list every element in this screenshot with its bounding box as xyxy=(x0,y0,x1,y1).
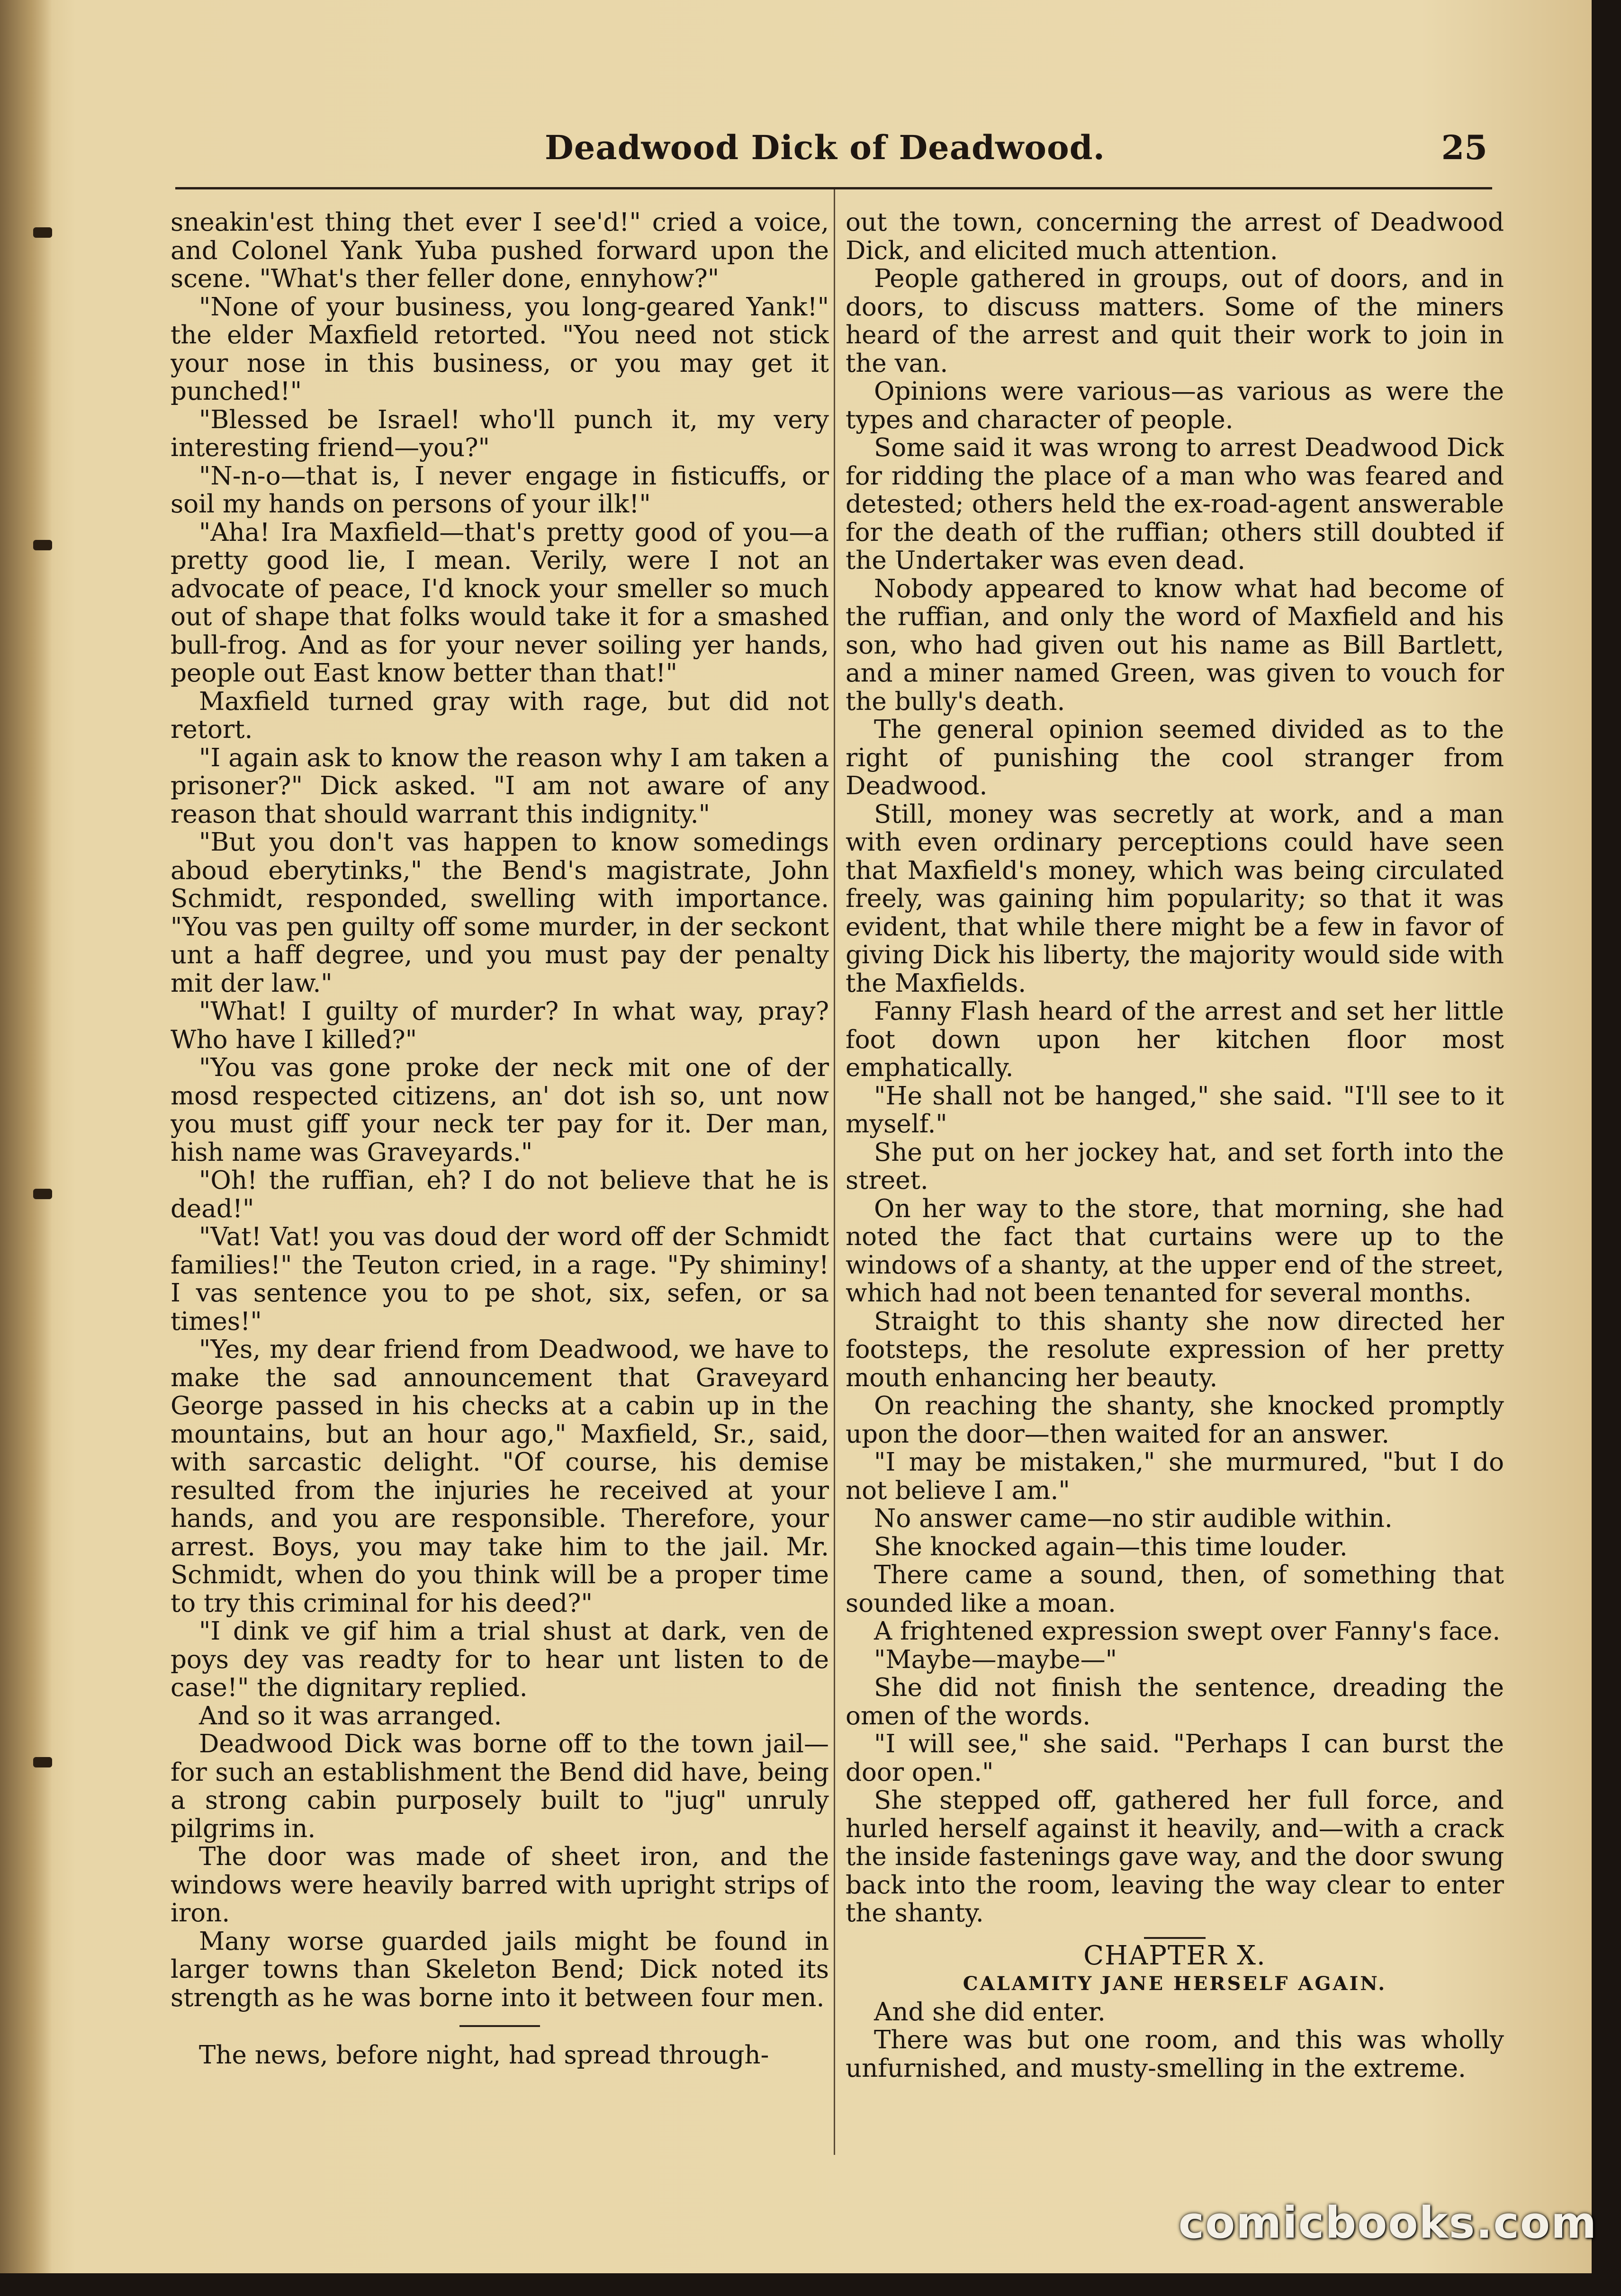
paragraph: She knocked again—this time louder. xyxy=(874,1532,1348,1561)
paragraph: The news, before night, had spread through- xyxy=(199,2041,769,2070)
right-column xyxy=(846,208,1504,2169)
paragraph: "But you don't vas happen to know somedings aboud eberytinks," the Bend's magistrate, John Schmidt, responded, swelling with importance. "You vas pen guilty off some murder, in der seckont unt a haff degree, und you must pay der penalty mit der law." xyxy=(171,828,829,998)
paragraph: "What! I guilty of murder? In what way, pray? Who have I killed?" xyxy=(171,997,829,1054)
page-number: 25 xyxy=(1441,128,1487,167)
paragraph: "You vas gone proke der neck mit one of der mosd respected citizens, an' dot ish so, unt now you must giff your neck ter pay for it. Der man, hish name was Graveyards." xyxy=(171,1053,829,1167)
paragraph: "Blessed be Israel! who'll punch it, my very interesting friend—you?" xyxy=(171,405,829,462)
paragraph: "He shall not be hanged," she said. "I'll see to it myself." xyxy=(846,1081,1504,1139)
paragraph: On her way to the store, that morning, she had noted the fact that curtains were up to the windows of a shanty, at the upper end of the street, which had not been tenanted for several months. xyxy=(846,1194,1504,1308)
staple xyxy=(33,227,52,238)
paragraph: "Aha! Ira Maxfield—that's pretty good of you—a pretty good lie, I mean. Verily, were I not an advocate of peace, I'd knock your smeller so much out of shape that folks would take it for a smashed bull-frog. And as for your never soiling yer hands, people out East know better than that!" xyxy=(171,518,829,688)
site-watermark: comicbooks.com xyxy=(1178,2197,1597,2248)
staple xyxy=(33,540,52,550)
paragraph: She did not finish the sentence, dreading the omen of the words. xyxy=(846,1673,1504,1731)
paragraph: Many worse guarded jails might be found in larger towns than Skeleton Bend; Dick noted its strength as he was borne into it between four men. xyxy=(171,1927,829,2012)
paragraph: "None of your business, you long-geared Yank!" the elder Maxfield retorted. "You need not stick your nose in this business, or you may get it punched!" xyxy=(171,292,829,406)
running-title: Deadwood Dick of Deadwood. xyxy=(545,128,1105,167)
column-divider xyxy=(834,189,835,2155)
paragraph: Some said it was wrong to arrest Deadwood Dick for ridding the place of a man who was feared and detested; others held the ex-road-agent answerable for the death of the ruffian; others still doubted if the Undertaker was even dead. xyxy=(846,433,1504,575)
chapter-title: CALAMITY JANE HERSELF AGAIN. xyxy=(963,1973,1387,1995)
paragraph: Maxfield turned gray with rage, but did not retort. xyxy=(171,687,829,744)
paragraph: The door was made of sheet iron, and the windows were heavily barred with upright strips of iron. xyxy=(171,1842,829,1928)
paragraph: No answer came—no stir audible within. xyxy=(874,1504,1393,1533)
binding-edge xyxy=(0,0,52,2273)
paragraph: There came a sound, then, of something that sounded like a moan. xyxy=(846,1561,1504,1618)
paragraph: Opinions were various—as various as were the types and character of people. xyxy=(846,377,1504,434)
paragraph: She put on her jockey hat, and set forth into the street. xyxy=(846,1138,1504,1195)
paragraph: "Vat! Vat! you vas doud der word off der Schmidt families!" the Teuton cried, in a rage. "Py shiminy! I vas sentence you to pe shot, six, sefen, or sa times!" xyxy=(171,1222,829,1336)
paragraph: Still, money was secretly at work, and a man with even ordinary perceptions could have seen that Maxfield's money, which was being circulated freely, was gaining him popularity; so that it was evident, that while there might be a few in favor of giving Dick his liberty, the majority would side with the Maxfields. xyxy=(846,799,1504,998)
running-header xyxy=(180,128,1487,175)
paragraph: "Oh! the ruffian, eh? I do not believe that he is dead!" xyxy=(171,1166,829,1223)
paragraph: And she did enter. xyxy=(874,1997,1106,2027)
chapter-rule xyxy=(1144,1937,1206,1939)
paragraph: Nobody appeared to know what had become of the ruffian, and only the word of Maxfield and his son, who had given out his name as Bill Bartlett, and a miner named Green, was given to vouch for the bully's death. xyxy=(846,574,1504,716)
paragraph: "I will see," she said. "Perhaps I can burst the door open." xyxy=(846,1730,1504,1787)
paragraph: "Maybe—maybe—" xyxy=(874,1645,1117,1674)
paragraph: And so it was arranged. xyxy=(199,1701,502,1731)
section-break-rule xyxy=(459,2025,540,2027)
paragraph: sneakin'est thing thet ever I see'd!" cried a voice, and Colonel Yank Yuba pushed forward upon the scene. "What's ther feller done, ennyhow?" xyxy=(171,208,829,293)
paragraph: Deadwood Dick was borne off to the town jail—for such an establishment the Bend did have, being a strong cabin purposely built to "jug" unruly pilgrims in. xyxy=(171,1730,829,1843)
paragraph: "I again ask to know the reason why I am taken a prisoner?" Dick asked. "I am not aware of any reason that should warrant this indignity." xyxy=(171,743,829,829)
paragraph: People gathered in groups, out of doors, and in doors, to discuss matters. Some of the miners heard of the arrest and quit their work to join in the van. xyxy=(846,264,1504,378)
paragraph: out the town, concerning the arrest of Deadwood Dick, and elicited much attention. xyxy=(846,208,1504,265)
paragraph: Fanny Flash heard of the arrest and set her little foot down upon her kitchen floor most emphatically. xyxy=(846,997,1504,1082)
paragraph: "Yes, my dear friend from Deadwood, we have to make the sad announcement that Graveyard George passed in his checks at a cabin up in the mountains, but an hour ago," Maxfield, Sr., said, with sarcastic delight. "Of course, his demise resulted from the injuries he received at your hands, and you are responsible. Therefore, your arrest. Boys, you may take him to the jail. Mr. Schmidt, when do you think will be a proper time to try this criminal for his deed?" xyxy=(171,1335,829,1618)
paragraph: "N-n-o—that is, I never engage in fisticuffs, or soil my hands on persons of your ilk!" xyxy=(171,461,829,519)
paragraph: There was but one room, and this was wholly unfurnished, and musty-smelling in the extreme. xyxy=(846,2026,1504,2083)
paragraph: A frightened expression swept over Fanny's face. xyxy=(874,1617,1501,1646)
paragraph: Straight to this shanty she now directed her footsteps, the resolute expression of her pretty mouth enhancing her beauty. xyxy=(846,1307,1504,1392)
paragraph: "I may be mistaken," she murmured, "but I do not believe I am." xyxy=(846,1448,1504,1505)
paragraph: On reaching the shanty, she knocked promptly upon the door—then waited for an answer. xyxy=(846,1391,1504,1449)
staple xyxy=(33,1189,52,1199)
paragraph: She stepped off, gathered her full force, and hurled herself against it heavily, and—with a crack the inside fastenings gave way, and the door swung back into the room, leaving the way clear to enter the shanty. xyxy=(846,1786,1504,1928)
paragraph: The general opinion seemed divided as to the right of punishing the cool stranger from Deadwood. xyxy=(846,715,1504,800)
chapter-number: CHAPTER X. xyxy=(1083,1940,1266,1971)
staple xyxy=(33,1757,52,1767)
paragraph: "I dink ve gif him a trial shust at dark, ven de poys dey vas readty for to hear unt listen to de case!" the dignitary replied. xyxy=(171,1617,829,1702)
left-column xyxy=(171,208,829,2169)
